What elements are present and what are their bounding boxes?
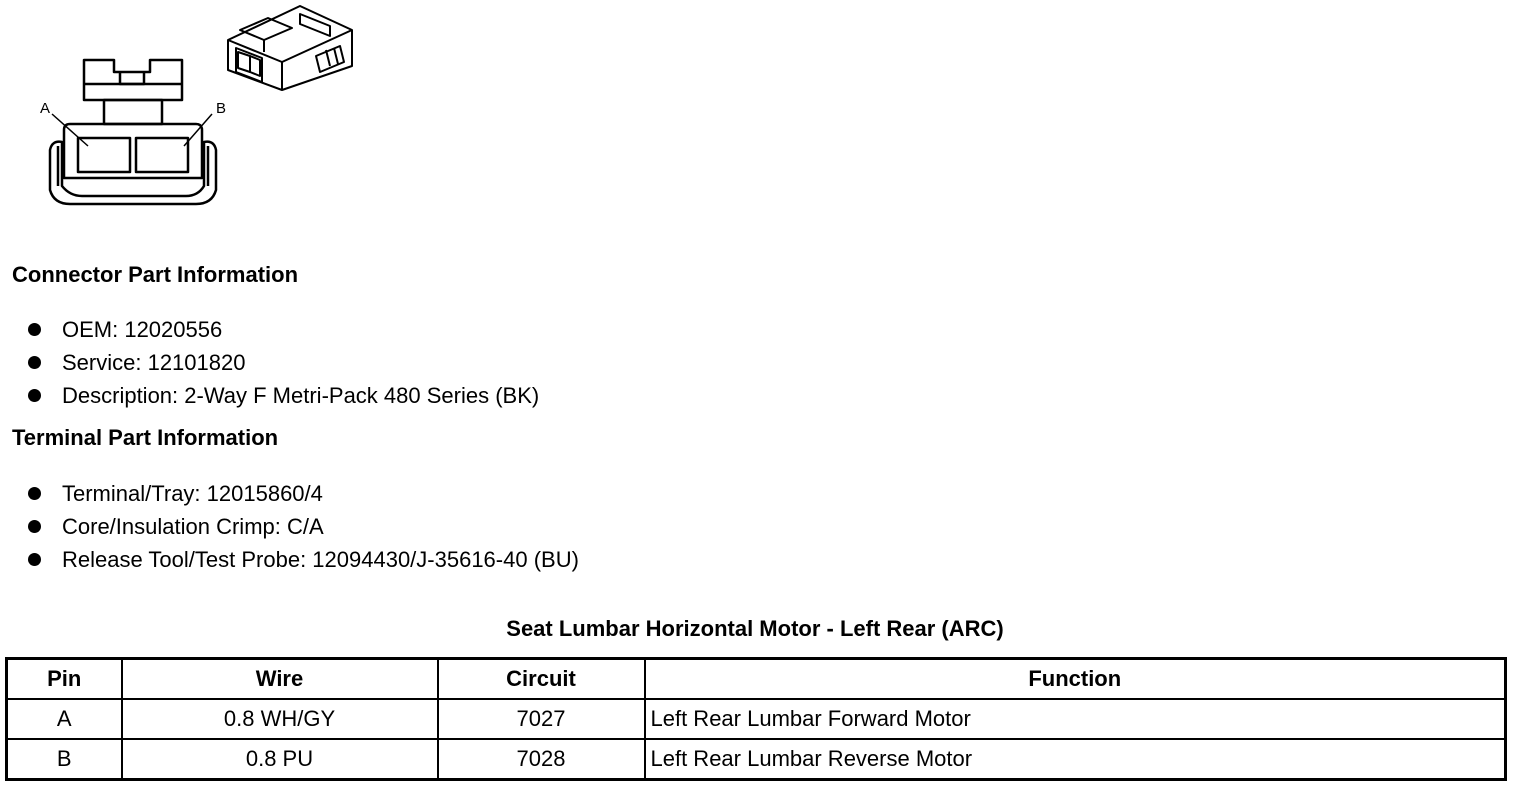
item-text: Description: 2-Way F Metri-Pack 480 Series (BK)	[62, 383, 540, 408]
cell-wire: 0.8 WH/GY	[122, 699, 438, 739]
list-item	[28, 543, 579, 576]
connector-drawing	[0, 0, 1520, 240]
table-title: Seat Lumbar Horizontal Motor - Left Rear (ARC)	[506, 616, 1004, 641]
pin-label-a: A	[40, 100, 51, 117]
cell-pin: A	[7, 699, 122, 739]
list-item	[28, 510, 579, 543]
item-text: Service: 12101820	[62, 350, 246, 375]
item-text: Core/Insulation Crimp: C/A	[62, 514, 324, 539]
terminal-info-heading: Terminal Part Information	[12, 425, 279, 450]
cell-circuit: 7028	[438, 739, 645, 780]
table-row	[7, 739, 1506, 780]
table-row	[7, 699, 1506, 739]
connector-info-heading: Connector Part Information	[12, 262, 299, 287]
item-text: Terminal/Tray: 12015860/4	[62, 481, 323, 506]
cell-pin: B	[7, 739, 122, 780]
list-item	[28, 313, 539, 346]
list-item	[28, 477, 579, 510]
list-item	[28, 346, 539, 379]
cell-function: Left Rear Lumbar Forward Motor	[645, 699, 1506, 739]
item-text: Release Tool/Test Probe: 12094430/J-35616-40 (BU)	[62, 547, 579, 572]
terminal-info-list	[28, 477, 579, 576]
header-wire: Wire	[122, 659, 438, 700]
bullet-icon	[28, 389, 41, 402]
connector-info-list	[28, 313, 539, 412]
bullet-icon	[28, 356, 41, 369]
header-pin: Pin	[7, 659, 122, 700]
pinout-table	[5, 657, 1507, 781]
bullet-icon	[28, 323, 41, 336]
bullet-icon	[28, 487, 41, 500]
header-function: Function	[645, 659, 1506, 700]
cell-function: Left Rear Lumbar Reverse Motor	[645, 739, 1506, 780]
list-item	[28, 379, 539, 412]
cell-wire: 0.8 PU	[122, 739, 438, 780]
header-circuit: Circuit	[438, 659, 645, 700]
pin-label-b: B	[216, 100, 227, 117]
table-header-row	[7, 659, 1506, 700]
bullet-icon	[28, 520, 41, 533]
cell-circuit: 7027	[438, 699, 645, 739]
item-text: OEM: 12020556	[62, 317, 223, 342]
bullet-icon	[28, 553, 41, 566]
